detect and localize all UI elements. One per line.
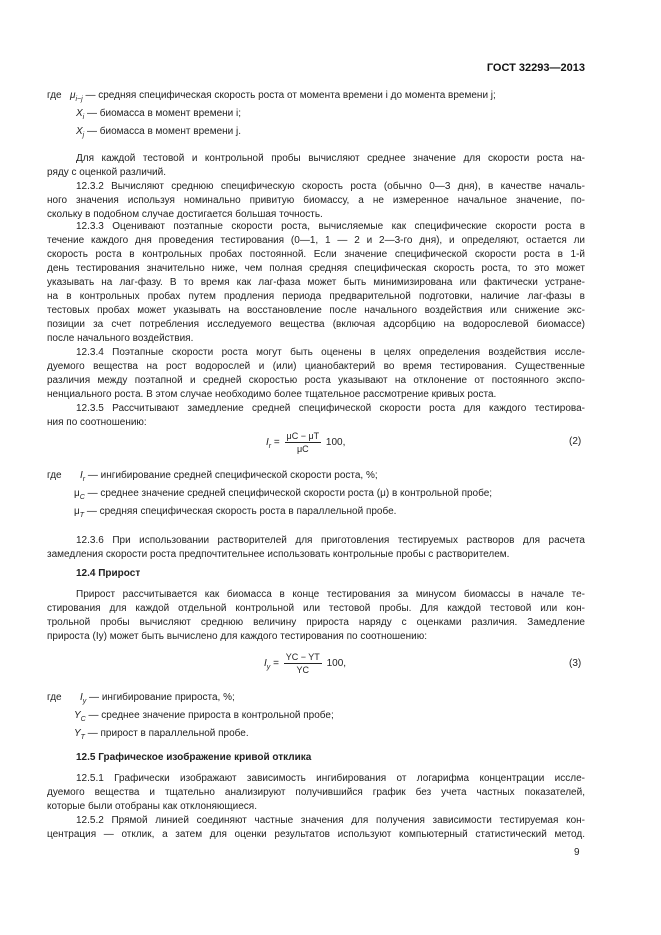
def-symbol: I <box>80 470 83 481</box>
def-subscript: T <box>79 512 85 519</box>
def-text: — среднее значение прироста в контрольной пробе; <box>85 710 334 721</box>
paragraph-line: 12.3.4 Поэтапные скорости роста могут быть оценены в целях определения воздействия иссле- <box>76 347 585 358</box>
definition-x-i <box>76 108 241 121</box>
paragraph-line: 12.3.6 При использовании растворителей для приготовления тестируемых растворов для расчета <box>76 535 585 546</box>
section-heading-12-5: 12.5 Графическое изображение кривой отклика <box>76 752 312 763</box>
formula-fraction <box>284 652 322 675</box>
def-text: — средняя специфическая скорость роста от момента времени i до момента времени j; <box>82 90 496 101</box>
formula-tail: 100, <box>323 437 346 449</box>
paragraph-line: позиции за счет потребления исследуемого вещества (включая адсорбцию на водорослевой биомассе) <box>47 319 585 330</box>
paragraph-line: Прирост рассчитывается как биомасса в конце тестирования за минусом биомассы в начале те- <box>76 589 585 600</box>
standard-header: ГОСТ 32293—2013 <box>486 62 585 74</box>
formula-numerator: μC − μT <box>286 431 320 441</box>
paragraph-line: прироста (Iy) может быть вычислено для каждого тестирования по соотношению: <box>47 631 428 642</box>
formula-tail: 100, <box>323 658 347 670</box>
paragraph-line: ненциального роста. В этом случае необходимо более тщательное рассмотрение кривых роста. <box>47 389 497 400</box>
paragraph-line: 12.3.3 Оценивают поэтапные скорости роста, вычисляемые как специфические скорости роста в <box>76 221 585 232</box>
formula-lhs: I <box>266 437 269 449</box>
formula-denominator: μC <box>297 444 309 454</box>
page-number: 9 <box>574 847 580 858</box>
paragraph-line: ряду с оценкой различий. <box>47 167 166 178</box>
paragraph-line: на в контрольных пробах путем продления периода предварительной подготовки, наличие лаг-фазы в <box>47 291 585 302</box>
def-text: — прирост в параллельной пробе. <box>84 728 249 739</box>
paragraph-line: день тестирования значительно ниже, чем полная средняя специфическая скорость роста, то это может <box>47 263 585 274</box>
def-subscript: T <box>80 734 85 741</box>
definition-mu-ij <box>70 90 496 103</box>
paragraph-line: стирования для каждой отдельной контрольной или тестовой пробы. Для каждой тестовой или кон- <box>47 603 585 614</box>
paragraph-line: скорость роста в контрольных пробах постоянной. Если значение специфической скорости роста в 1-й <box>47 249 585 260</box>
def-symbol: I <box>80 692 83 703</box>
def-subscript: i−j <box>75 96 83 103</box>
formula-denominator: YC <box>296 665 309 675</box>
definition-mu-c <box>74 488 492 501</box>
formula-numerator: YC − YT <box>285 652 320 662</box>
paragraph-line: тестовых пробах может указывать на восстановление после начального воздействия или снижение экс- <box>47 305 585 316</box>
paragraph-line: течение каждого дня проведения тестирования (0—1, 1 — 2 и 2—3-го дня), и определяют, остается ли <box>47 235 585 246</box>
def-text: — среднее значение средней специфической скорости роста (μ) в контрольной пробе; <box>84 488 493 499</box>
paragraph-line: Для каждой тестовой и контрольной пробы вычисляют среднее значение для скорости роста на- <box>76 153 585 164</box>
def-subscript: j <box>82 132 85 139</box>
definition-mu-t <box>74 506 396 519</box>
paragraph-line: 12.3.2 Вычисляют среднюю специфическую скорость роста (обычно 0—3 дня), в качестве началь- <box>76 181 585 192</box>
paragraph-line: ного значения используя номинально привитую биомассу, а не измеренное начальное значение, по- <box>47 195 585 206</box>
paragraph-line: 12.5.2 Прямой линией соединяют частные значения для получения зависимости тестируемая кон- <box>76 815 585 826</box>
paragraph-line: указывать на лаг-фазу. В то время как лаг-фаза может быть минимизирована или фактически устране- <box>47 277 585 288</box>
definition-ir <box>80 470 378 483</box>
def-subscript: C <box>79 494 85 501</box>
def-subscript: r <box>82 476 86 483</box>
def-text: — средняя специфическая скорость роста в параллельной пробе. <box>84 506 397 517</box>
paragraph-line: дуемого вещества и тщательно анализируют получившийся график без учета частных показателей, <box>47 787 585 798</box>
def-subscript: y <box>82 698 87 705</box>
section-heading-12-4: 12.4 Прирост <box>76 568 141 579</box>
def-subscript: C <box>80 716 86 723</box>
definition-iy <box>80 692 235 705</box>
paragraph-line: 12.3.5 Рассчитывают замедление средней специфической скорости роста для каждого тестирова- <box>76 403 585 414</box>
paragraph-line: после начального воздействия. <box>47 333 194 344</box>
paragraph-line: различия между поэтапной и средней скоростью роста указывают на отклонение от постоянного экспо- <box>47 375 585 386</box>
paragraph-line: замедления скорости роста предпочтительнее использовать контрольные пробы с растворителем. <box>47 549 510 560</box>
def-subscript: i <box>82 114 85 121</box>
paragraph-line: трольной пробы вычисляют среднюю величину прироста наряду с оценками различия. Замедление <box>47 617 585 628</box>
def-text: — биомасса в момент времени j. <box>84 126 242 137</box>
definition-yt <box>74 728 249 741</box>
definition-x-j <box>76 126 241 139</box>
formula-lhs: I <box>264 658 267 670</box>
def-symbol: μ <box>70 90 76 101</box>
def-text: — ингибирование прироста, %; <box>86 692 235 703</box>
paragraph-line: ния по соотношению: <box>47 417 147 428</box>
definition-yc <box>74 710 334 723</box>
where-label: где <box>47 90 62 101</box>
where-label: где <box>47 470 62 481</box>
formula-2: $I_r$ = $\frac{\mu C - \mu T}{\mu C}$ 100, <box>266 431 346 454</box>
def-symbol: Y <box>74 728 81 739</box>
paragraph-line: которые были отобраны как отклоняющиеся. <box>47 801 258 812</box>
paragraph-line: дуемого вещества на рост водорослей и (или) цианобактерий во время тестирования. Существенные <box>47 361 585 372</box>
formula-lhs-sub: r <box>268 443 272 451</box>
def-symbol: X <box>76 126 83 137</box>
formula-fraction <box>285 431 322 454</box>
formula-lhs-sub: y <box>266 664 271 672</box>
def-text: — ингибирование средней специфической скорости роста, %; <box>85 470 378 481</box>
paragraph-line: скольку в подобном случае достигается большая точность. <box>47 209 323 220</box>
def-symbol: μ <box>74 506 80 517</box>
formula-number: (3) <box>569 658 582 669</box>
def-symbol: Y <box>74 710 81 721</box>
def-text: — биомасса в момент времени i; <box>84 108 242 119</box>
paragraph-line: 12.5.1 Графически изображают зависимость ингибирования от логарифма концентрации иссле- <box>76 773 585 784</box>
formula-3: $I_y$ = $\frac{YC - YT}{YC}$ 100, <box>264 652 347 675</box>
formula-number: (2) <box>569 436 582 447</box>
where-label: где <box>47 692 62 703</box>
def-symbol: μ <box>74 488 80 499</box>
paragraph-line: центрация — отклик, а затем для оценки результатов используют компьютерный статистический метод. <box>47 829 585 840</box>
def-symbol: X <box>76 108 83 119</box>
